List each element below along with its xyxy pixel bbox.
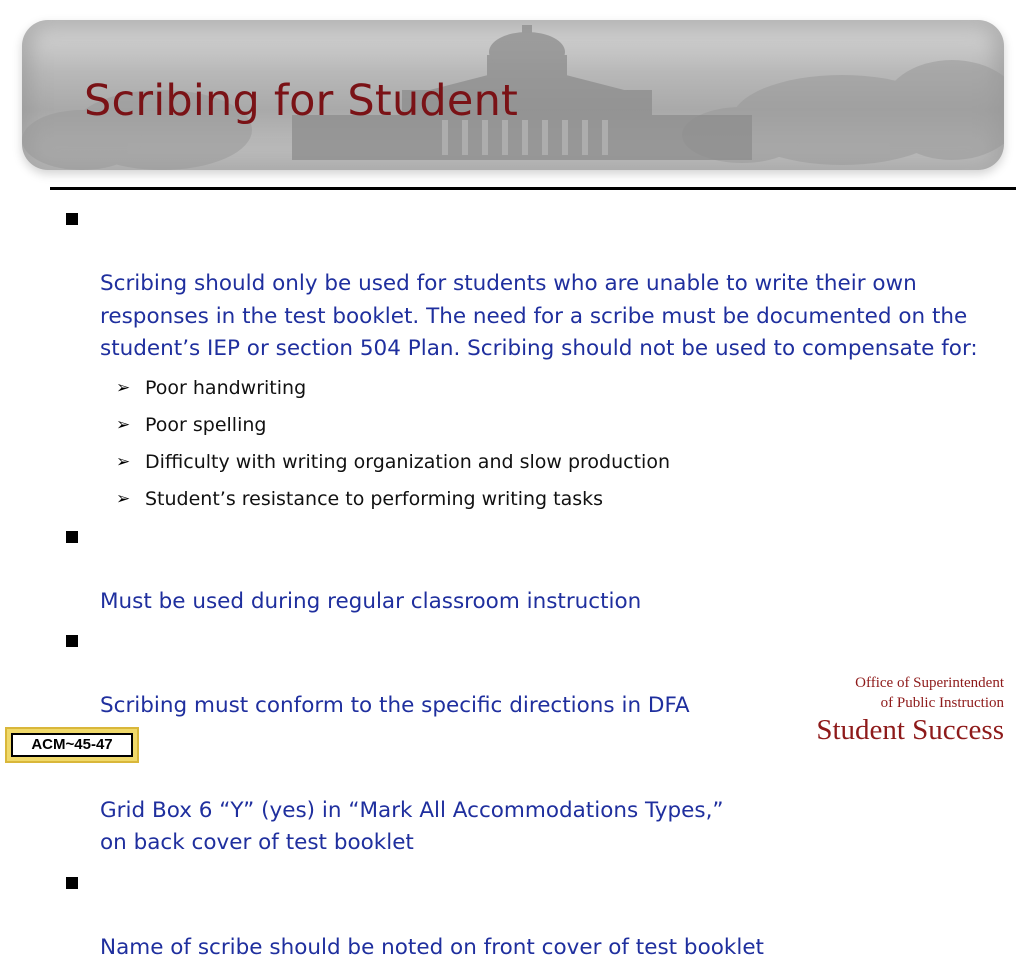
bullet-text: Must be used during regular classroom instruction bbox=[100, 588, 642, 614]
sub-bullet-item bbox=[60, 484, 980, 514]
square-bullet-icon bbox=[66, 213, 78, 225]
arrow-bullet-icon: ➢ bbox=[116, 377, 131, 398]
slide-code-badge bbox=[5, 727, 139, 763]
bullet-text: Grid Box 6 “Y” (yes) in “Mark All Accommodations Types,” on back cover of test booklet bbox=[100, 797, 724, 855]
bullet-item bbox=[60, 867, 980, 965]
sub-bullet-text: Student’s resistance to performing writing tasks bbox=[145, 487, 604, 510]
slide-title: Scribing for Student bbox=[84, 76, 519, 126]
sub-bullet-text: Difficulty with writing organization and slow production bbox=[145, 450, 670, 473]
bullet-item bbox=[60, 203, 980, 366]
square-bullet-icon bbox=[66, 635, 78, 647]
office-line-1: Office of Superintendent bbox=[855, 675, 1004, 691]
header-banner bbox=[22, 20, 1004, 170]
sub-bullet-item bbox=[60, 447, 980, 477]
slide-body bbox=[60, 203, 980, 971]
bullet-item bbox=[60, 521, 980, 619]
slide-code: ACM~45-47 bbox=[11, 733, 133, 757]
square-bullet-icon bbox=[66, 531, 78, 543]
bullet-text: Scribing must conform to the specific directions in DFA bbox=[100, 693, 690, 718]
bullet-item bbox=[60, 730, 980, 860]
sub-bullet-item bbox=[60, 373, 980, 403]
arrow-bullet-icon: ➢ bbox=[116, 451, 131, 472]
sub-bullet-text: Poor handwriting bbox=[145, 376, 307, 399]
tagline: Student Success bbox=[816, 714, 1004, 746]
office-line-2: of Public Instruction bbox=[880, 695, 1004, 711]
bullet-text: Scribing should only be used for students who are unable to write their own responses in the test booklet. The need for a scribe must be documented on the student’s IEP or section 504 Plan. Scribing should not be used to compensate for: bbox=[100, 271, 978, 361]
bullet-item bbox=[60, 625, 980, 723]
title-divider bbox=[50, 187, 1016, 190]
arrow-bullet-icon: ➢ bbox=[116, 488, 131, 509]
sub-bullet-item bbox=[60, 410, 980, 440]
square-bullet-icon bbox=[66, 877, 78, 889]
bullet-text: Name of scribe should be noted on front cover of test booklet bbox=[100, 934, 764, 960]
office-credit bbox=[855, 673, 1004, 713]
sub-bullet-text: Poor spelling bbox=[145, 413, 267, 436]
arrow-bullet-icon: ➢ bbox=[116, 414, 131, 435]
